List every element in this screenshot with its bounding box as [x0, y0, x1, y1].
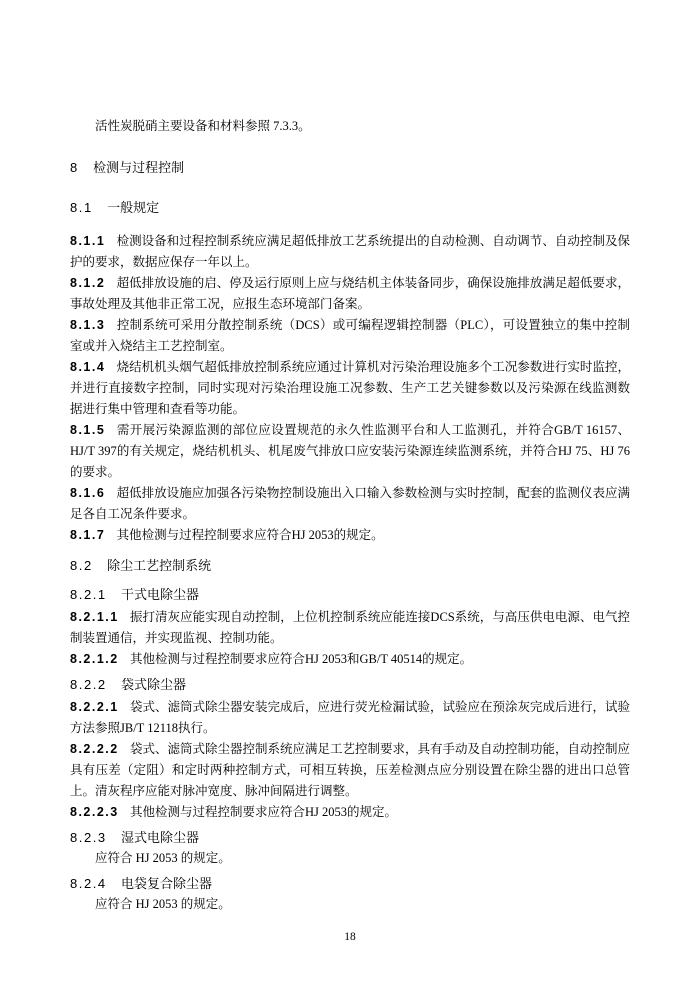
clause-8-2-2-3	[70, 802, 630, 823]
clause-number: 8.1.2	[70, 276, 106, 290]
clause-8-1-3	[70, 315, 630, 357]
clause-text: 其他检测与过程控制要求应符合HJ 2053和GB/T 40514的规定。	[129, 652, 473, 666]
clause-text: 烧结机机头烟气超低排放控制系统应通过计算机对污染治理设施多个工况参数进行实时监控，并进行直接数字控制，同时实现对污染治理设施工况参数、生产工艺关键参数以及污染源在线监测数据进行集中管理和查看等功能。	[70, 360, 630, 416]
heading-number: 8	[70, 160, 79, 175]
clause-number: 8.2.2.1	[70, 700, 119, 714]
heading-number: 8.1	[70, 200, 93, 215]
clause-8-1-7	[70, 525, 630, 546]
heading-title: 袋式除尘器	[121, 677, 187, 692]
heading-title: 一般规定	[107, 200, 160, 215]
clause-8-1-2	[70, 273, 630, 315]
heading-title: 除尘工艺控制系统	[107, 558, 212, 573]
clause-text: 超低排放设施应加强各污染物控制设施出入口输入参数检测与实时控制，配套的监测仪表应满足各自工况条件要求。	[70, 486, 630, 521]
clause-number: 8.1.5	[70, 423, 106, 437]
page-number: 18	[344, 931, 356, 943]
clause-number: 8.1.4	[70, 360, 106, 374]
clause-text: 振打清灰应能实现自动控制，上位机控制系统应能连接DCS系统，与高压供电电源、电气控制装置通信，并实现监视、控制功能。	[70, 610, 630, 645]
document-content	[70, 116, 630, 915]
clause-number: 8.1.3	[70, 318, 106, 332]
clause-text: 袋式、滤筒式除尘器安装完成后，应进行荧光检漏试验，试验应在预涂灰完成后进行，试验方法参照JB/T 12118执行。	[70, 700, 630, 735]
heading-title: 电袋复合除尘器	[121, 876, 213, 891]
clause-text: 超低排放设施的启、停及运行原则上应与烧结机主体装备同步，确保设施排放满足超低要求，事故处理及其他非正常工况，应报生态环境部门备案。	[70, 276, 630, 311]
clause-8-2-2-2	[70, 739, 630, 802]
heading-8-2	[70, 555, 630, 576]
intro-paragraph: 活性炭脱硝主要设备和材料参照 7.3.3。	[95, 119, 311, 133]
clause-8-2-2-1	[70, 697, 630, 739]
heading-number: 8.2.2	[70, 677, 107, 692]
heading-number: 8.2.4	[70, 876, 107, 891]
heading-8-1	[70, 197, 630, 218]
clause-number: 8.1.7	[70, 528, 106, 542]
clause-number: 8.2.2.3	[70, 805, 119, 819]
heading-8	[70, 157, 630, 178]
clause-8-1-4	[70, 357, 630, 420]
heading-8-2-2	[70, 674, 630, 695]
heading-number: 8.2	[70, 558, 93, 573]
clause-text: 控制系统可采用分散控制系统（DCS）或可编程逻辑控制器（PLC），可设置独立的集中控制室或并入烧结主工艺控制室。	[70, 318, 630, 353]
clause-8-2-1-2	[70, 649, 630, 670]
plain-paragraph: 应符合 HJ 2053 的规定。	[95, 897, 231, 911]
plain-paragraph: 应符合 HJ 2053 的规定。	[95, 851, 231, 865]
clause-number: 8.1.1	[70, 234, 106, 248]
clause-text: 其他检测与过程控制要求应符合HJ 2053的规定。	[129, 805, 398, 819]
clause-number: 8.2.2.2	[70, 742, 119, 756]
clause-8-1-6	[70, 483, 630, 525]
heading-title: 检测与过程控制	[93, 160, 185, 175]
clause-8-1-5	[70, 420, 630, 483]
clause-text: 袋式、滤筒式除尘器控制系统应满足工艺控制要求，具有手动及自动控制功能，自动控制应具有压差（定阻）和定时两种控制方式，可相互转换，压差检测点应分别设置在除尘器的进出口总管上。清灰程序应能对脉冲宽度、脉冲间隔进行调整。	[70, 742, 630, 798]
heading-8-2-3	[70, 827, 630, 848]
clause-number: 8.1.6	[70, 486, 106, 500]
clause-text: 需开展污染源监测的部位应设置规范的永久性监测平台和人工监测孔，并符合GB/T 16157、HJ/T 397的有关规定，烧结机机头、机尾废气排放口应安装污染源连续监测系统，并符合HJ 75、HJ 76的要求。	[70, 423, 630, 479]
heading-number: 8.2.3	[70, 830, 107, 845]
heading-title: 干式电除尘器	[121, 587, 200, 602]
clause-8-2-1-1	[70, 607, 630, 649]
heading-title: 湿式电除尘器	[121, 830, 200, 845]
clause-text: 其他检测与过程控制要求应符合HJ 2053的规定。	[116, 528, 384, 542]
heading-number: 8.2.1	[70, 587, 107, 602]
clause-number: 8.2.1.1	[70, 610, 119, 624]
clause-text: 检测设备和过程控制系统应满足超低排放工艺系统提出的自动检测、自动调节、自动控制及保护的要求，数据应保存一年以上。	[70, 234, 630, 269]
heading-8-2-4	[70, 873, 630, 894]
clause-8-1-1	[70, 231, 630, 273]
heading-8-2-1	[70, 584, 630, 605]
clause-number: 8.2.1.2	[70, 652, 119, 666]
